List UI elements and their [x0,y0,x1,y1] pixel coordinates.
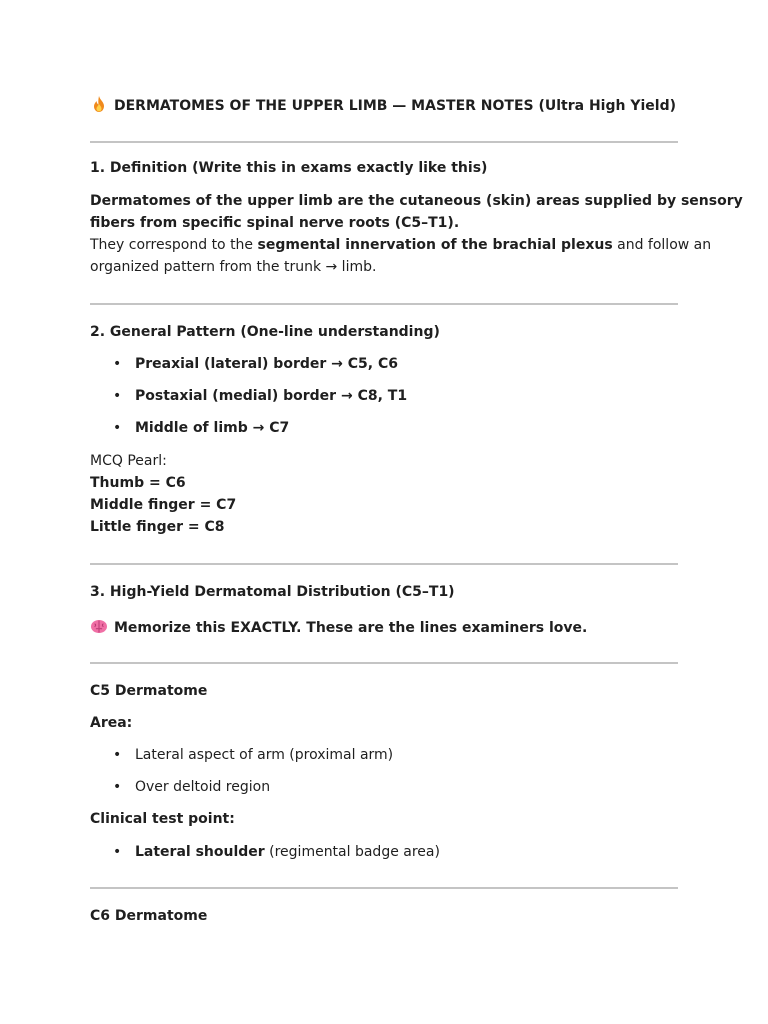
definition-line-3: They correspond to the segmental innervation of the brachial plexus and follow an [90,237,712,253]
bullet-icon: • [113,388,122,404]
c6-heading: C6 Dermatome [90,908,208,924]
pearl-item: Little finger = C8 [90,519,225,535]
divider [90,662,678,664]
c5-area-label: Area: [90,715,133,731]
divider [90,563,678,565]
list-item: Postaxial (medial) border → C8, T1 [135,388,408,404]
divider [90,141,678,143]
fire-icon [90,95,108,113]
list-item: Lateral shoulder (regimental badge area) [135,844,440,860]
bullet-icon: • [113,844,122,860]
document-title: DERMATOMES OF THE UPPER LIMB — MASTER NOTES (Ultra High Yield) [90,95,676,114]
bullet-icon: • [113,420,122,436]
c5-heading: C5 Dermatome [90,683,208,699]
definition-line-2: fibers from specific spinal nerve roots (C5–T1). [90,215,460,231]
bullet-icon: • [113,779,122,795]
list-item: Lateral aspect of arm (proximal arm) [135,747,394,763]
bullet-icon: • [113,356,122,372]
list-item: Over deltoid region [135,779,271,795]
divider [90,887,678,889]
pearl-item: Middle finger = C7 [90,497,237,513]
list-item: Preaxial (lateral) border → C5, C6 [135,356,398,372]
pearl-label: MCQ Pearl: [90,453,167,469]
section2-heading: 2. General Pattern (One-line understanding) [90,324,440,340]
memo-line: Memorize this EXACTLY. These are the lines examiners love. [90,617,587,636]
section3-heading: 3. High-Yield Dermatomal Distribution (C5–T1) [90,584,455,600]
brain-icon [90,617,108,635]
bullet-icon: • [113,747,122,763]
definition-line-1: Dermatomes of the upper limb are the cutaneous (skin) areas supplied by sensory [90,193,743,209]
section1-heading: 1. Definition (Write this in exams exactly like this) [90,160,488,176]
list-item: Middle of limb → C7 [135,420,290,436]
pearl-item: Thumb = C6 [90,475,186,491]
c5-clinical-label: Clinical test point: [90,811,235,827]
definition-line-4: organized pattern from the trunk → limb. [90,259,377,275]
divider [90,303,678,305]
